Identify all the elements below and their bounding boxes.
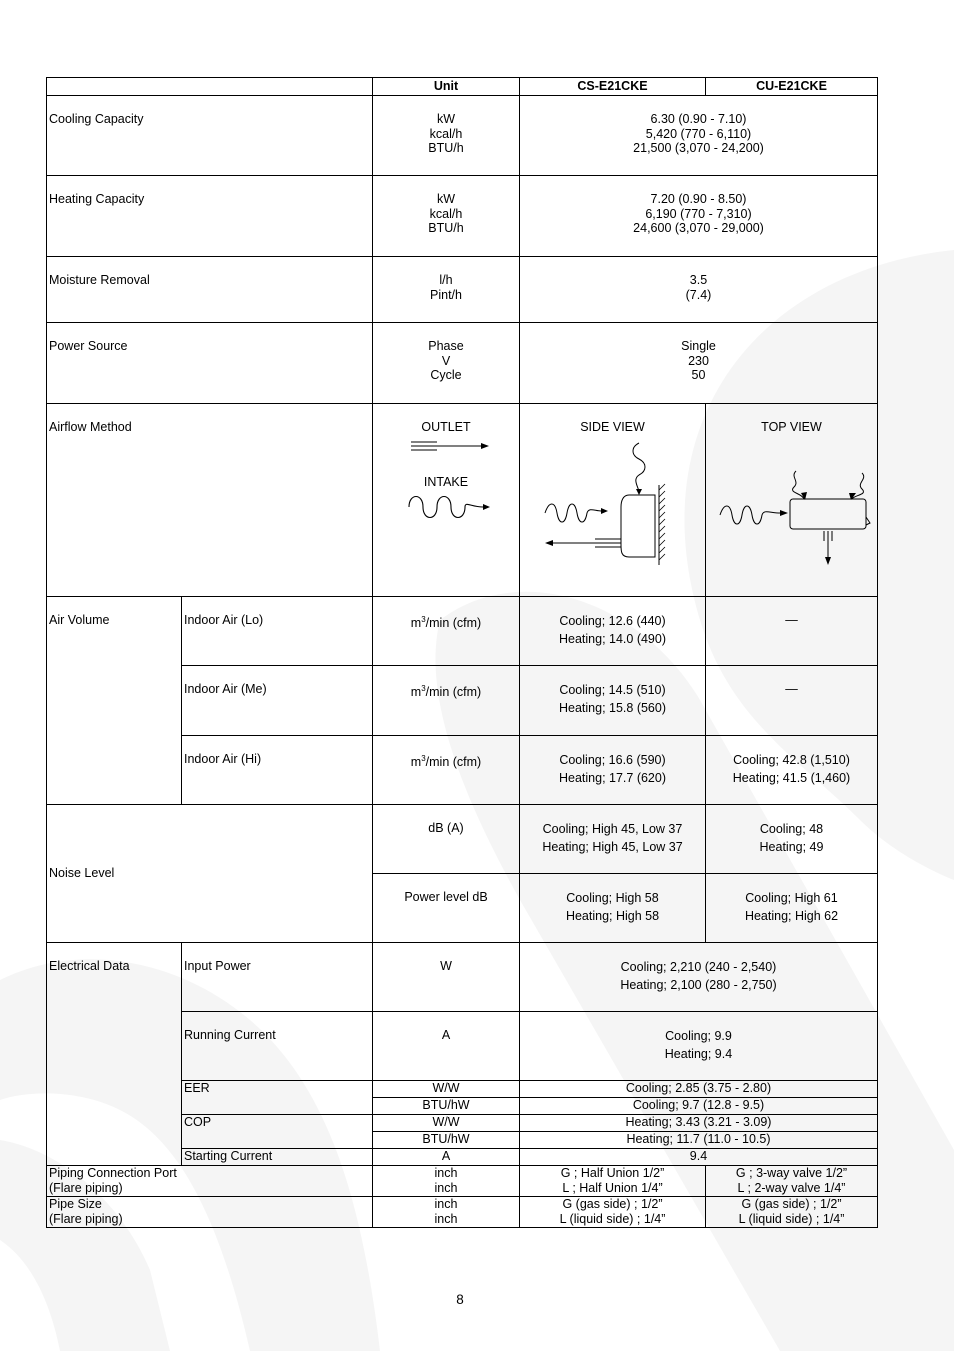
pipe-size-indoor: G (gas side) ; 1/2” L (liquid side) ; 1/4” xyxy=(520,1197,706,1228)
cop-unit-btu: BTU/hW xyxy=(373,1132,520,1149)
input-power-values: Cooling; 2,210 (240 - 2,540) Heating; 2,100 (280 - 2,750) xyxy=(520,943,878,1012)
eer-label: EER xyxy=(182,1081,373,1115)
indoor-air-me-label: Indoor Air (Me) xyxy=(182,666,373,736)
header-indoor-model: CS-E21CKE xyxy=(520,78,706,96)
eer-value-btu: Cooling; 9.7 (12.8 - 9.5) xyxy=(520,1098,878,1115)
air-volume-unit-hi: $m^3/\min$ (cfm) xyxy=(373,736,520,805)
noise-level-db-row xyxy=(47,805,878,874)
cop-label: COP xyxy=(182,1115,373,1149)
air-volume-hi-outdoor: Cooling; 42.8 (1,510) Heating; 41.5 (1,460) xyxy=(706,736,878,805)
top-view-diagram-icon xyxy=(712,435,872,575)
header-blank xyxy=(47,78,373,96)
pipe-size-row xyxy=(47,1197,878,1228)
piping-port-row xyxy=(47,1166,878,1197)
heating-capacity-values: 7.20 (0.90 - 8.50) 6,190 (770 - 7,310) 24,600 (3,070 - 29,000) xyxy=(520,176,878,257)
input-power-label: Input Power xyxy=(182,943,373,1012)
starting-current-value: 9.4 xyxy=(520,1149,878,1166)
specification-table xyxy=(46,77,878,1228)
cooling-capacity-values: 6.30 (0.90 - 7.10) 5,420 (770 - 6,110) 21,500 (3,070 - 24,200) xyxy=(520,96,878,176)
heating-capacity-label: Heating Capacity xyxy=(47,176,373,257)
moisture-removal-values: 3.5 (7.4) xyxy=(520,257,878,323)
pipe-size-units: inch inch xyxy=(373,1197,520,1228)
running-current-label: Running Current xyxy=(182,1012,373,1081)
pipe-size-label: Pipe Size (Flare piping) xyxy=(47,1197,373,1228)
noise-level-label: Noise Level xyxy=(47,805,373,943)
airflow-method-row xyxy=(47,404,878,597)
airflow-legend xyxy=(373,404,520,597)
electrical-data-label: Electrical Data xyxy=(47,943,182,1166)
outlet-label: OUTLET xyxy=(421,420,471,434)
header-unit: Unit xyxy=(373,78,520,96)
starting-current-label: Starting Current xyxy=(182,1149,373,1166)
top-view-label: TOP VIEW xyxy=(761,420,822,434)
air-volume-me-indoor: Cooling; 14.5 (510) Heating; 15.8 (560) xyxy=(520,666,706,736)
noise-power-indoor: Cooling; High 58 Heating; High 58 xyxy=(520,874,706,943)
air-volume-label: Air Volume xyxy=(47,597,182,805)
input-power-unit: W xyxy=(373,943,520,1012)
air-volume-me-outdoor: — xyxy=(706,666,878,736)
intake-wave-icon xyxy=(401,489,491,523)
pipe-size-outdoor: G (gas side) ; 1/2” L (liquid side) ; 1/4” xyxy=(706,1197,878,1228)
noise-power-outdoor: Cooling; High 61 Heating; High 62 xyxy=(706,874,878,943)
intake-label: INTAKE xyxy=(423,474,469,489)
moisture-removal-row xyxy=(47,257,878,323)
indoor-air-lo-label: Indoor Air (Lo) xyxy=(182,597,373,666)
eer-unit-btu: BTU/hW xyxy=(373,1098,520,1115)
air-volume-lo-row xyxy=(47,597,878,666)
noise-db-indoor: Cooling; High 45, Low 37 Heating; High 45, Low 37 xyxy=(520,805,706,874)
cooling-capacity-units: kW kcal/h BTU/h xyxy=(373,96,520,176)
running-current-values: Cooling; 9.9 Heating; 9.4 xyxy=(520,1012,878,1081)
heating-capacity-units: kW kcal/h BTU/h xyxy=(373,176,520,257)
air-volume-hi-indoor: Cooling; 16.6 (590) Heating; 17.7 (620) xyxy=(520,736,706,805)
piping-port-label: Piping Connection Port (Flare piping) xyxy=(47,1166,373,1197)
input-power-row xyxy=(47,943,878,1012)
noise-db-unit: dB (A) xyxy=(373,805,520,874)
indoor-air-hi-label: Indoor Air (Hi) xyxy=(182,736,373,805)
piping-port-indoor: G ; Half Union 1/2” L ; Half Union 1/4” xyxy=(520,1166,706,1197)
power-source-label: Power Source xyxy=(47,323,373,404)
heating-capacity-row xyxy=(47,176,878,257)
piping-port-outdoor: G ; 3-way valve 1/2” L ; 2-way valve 1/4” xyxy=(706,1166,878,1197)
moisture-removal-units: l/h Pint/h xyxy=(373,257,520,323)
airflow-method-label: Airflow Method xyxy=(47,404,373,597)
side-view-label: SIDE VIEW xyxy=(580,420,645,434)
running-current-unit: A xyxy=(373,1012,520,1081)
air-volume-unit-lo: $m^3/\min$ (cfm) xyxy=(373,597,520,666)
cooling-capacity-label: Cooling Capacity xyxy=(47,96,373,176)
side-view-cell xyxy=(520,404,706,597)
power-source-values: Single 230 50 xyxy=(520,323,878,404)
cop-value-btu: Heating; 11.7 (11.0 - 10.5) xyxy=(520,1132,878,1149)
air-volume-lo-outdoor: — xyxy=(706,597,878,666)
top-view-cell xyxy=(706,404,878,597)
noise-power-unit: Power level dB xyxy=(373,874,520,943)
side-view-diagram-icon xyxy=(533,435,693,575)
starting-current-unit: A xyxy=(373,1149,520,1166)
air-volume-lo-indoor: Cooling; 12.6 (440) Heating; 14.0 (490) xyxy=(520,597,706,666)
cooling-capacity-row xyxy=(47,96,878,176)
cop-value-ww: Heating; 3.43 (3.21 - 3.09) xyxy=(520,1115,878,1132)
header-row xyxy=(47,78,878,96)
page-number: 8 xyxy=(456,1292,464,1307)
air-volume-unit-me: $m^3/\min$ (cfm) xyxy=(373,666,520,736)
header-outdoor-model: CU-E21CKE xyxy=(706,78,878,96)
noise-db-outdoor: Cooling; 48 Heating; 49 xyxy=(706,805,878,874)
eer-value-ww: Cooling; 2.85 (3.75 - 2.80) xyxy=(520,1081,878,1098)
outlet-arrow-icon xyxy=(401,435,491,457)
power-source-units: Phase V Cycle xyxy=(373,323,520,404)
piping-port-units: inch inch xyxy=(373,1166,520,1197)
moisture-removal-label: Moisture Removal xyxy=(47,257,373,323)
cop-unit-ww: W/W xyxy=(373,1115,520,1132)
power-source-row xyxy=(47,323,878,404)
eer-unit-ww: W/W xyxy=(373,1081,520,1098)
